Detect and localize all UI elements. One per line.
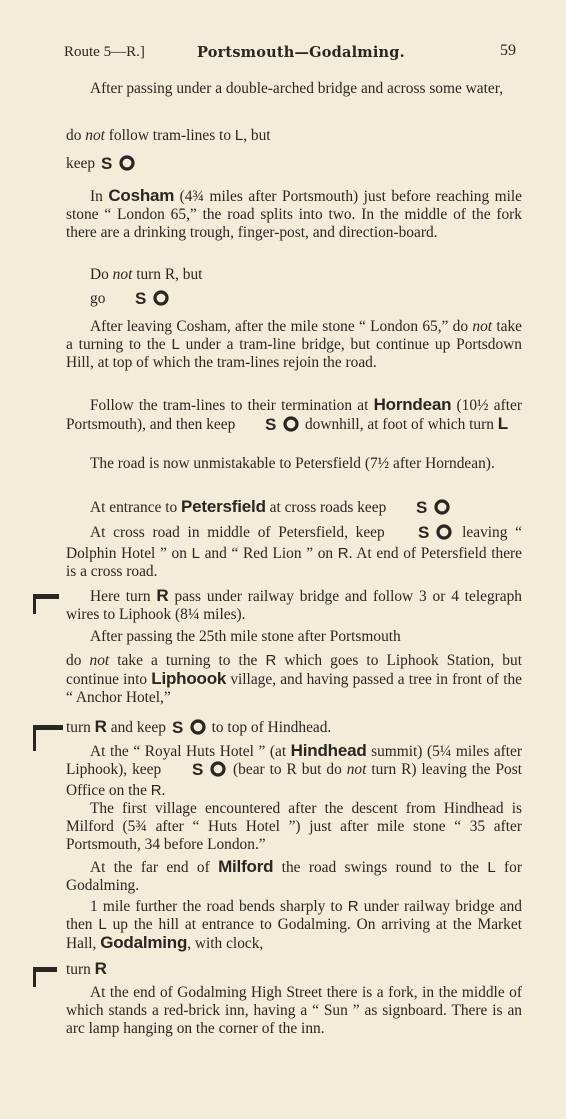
paragraph-petersfield-entrance: At entrance to Petersfield at cross roads keep S — [66, 498, 522, 520]
paragraph-royal-huts-hotel: At the “ Royal Huts Hotel ” (at Hindhead summit) (5¼ miles after Liphook), keep S (bear to R but do not turn R) leaving the Post Office on the R. — [66, 741, 523, 800]
place-name-milford: Milford — [218, 857, 274, 876]
route-label: Route 5—R.] — [64, 44, 145, 60]
place-name-cosham: Cosham — [108, 186, 175, 205]
straight-on-icon — [391, 499, 451, 520]
right-letter-bold: R — [156, 586, 169, 605]
straight-on-icon — [167, 761, 227, 782]
running-header — [64, 42, 516, 64]
svg-text:S: S — [265, 416, 277, 433]
straight-on-icon — [110, 290, 170, 311]
paragraph-liphook: do not take a turning to the R which goes to Liphook Station, but continue into Liphoook village, and having passed a tree in front of the “ Anchor Hotel,” — [66, 652, 522, 707]
page-number: 59 — [500, 42, 516, 59]
paragraph-road-unmistakable: The road is now unmistakable to Petersfield (7½ after Horndean). — [90, 455, 495, 472]
paragraph-cosham: In Cosham (4¾ miles after Portsmouth) just before reaching mile stone “ London 65,” the road splits into two. In the middle of the fork there are a drinking trough, finger-post, and direction-board. — [66, 186, 522, 242]
svg-text:S: S — [418, 524, 430, 540]
paragraph-25th-mile-stone: After passing the 25th mile stone after Portsmouth — [90, 628, 401, 645]
paragraph-high-street-fork: At the end of Godalming High Street there is a fork, in the middle of which stands a red-brick inn, having a “ Sun ” as signboard. There is an arc lamp hanging on the corner of the inn. — [66, 984, 522, 1038]
place-name-liphook: Liphoook — [151, 669, 227, 689]
paragraph-turn-r-godalming: turn R — [66, 959, 107, 978]
paragraph-here-turn-r: Here turn R pass under railway bridge and follow 3 or 4 telegraph wires to Liphook (8¼ miles). — [66, 586, 522, 624]
straight-on-icon — [240, 416, 300, 437]
paragraph-keep-so: keep S — [66, 155, 522, 176]
place-name-hindhead: Hindhead — [290, 741, 367, 760]
paragraph-horndean: Follow the tram-lines to their termination at Horndean (10½ after Portsmouth), and then keep S downhill, at foot of which turn L — [66, 396, 522, 437]
svg-text:S: S — [135, 290, 147, 306]
svg-text:S: S — [171, 719, 184, 735]
left-letter: L — [234, 127, 244, 144]
paragraph-after-leaving-cosham: After leaving Cosham, after the mile stone “ London 65,” do not take a turning to the L under a tram-line bridge, but continue up Portsdown Hill, at top of which the tram-lines rejoin the road. — [66, 318, 522, 372]
svg-text:S: S — [100, 155, 113, 171]
place-name-petersfield: Petersfield — [181, 497, 266, 516]
straight-on-icon — [100, 155, 136, 176]
paragraph-petersfield-cross-road: At cross road in middle of Petersfield, keep S leaving “ Dolphin Hotel ” on L and “ Red Lion ” on R. At end of Petersfield there is a cross road. — [66, 524, 523, 581]
paragraph-far-end-milford: At the far end of Milford the road swings round to the L for Godalming. — [66, 857, 522, 895]
straight-on-icon — [171, 719, 207, 740]
paragraph-milford: The first village encountered after the descent from Hindhead is Milford (5¾ after “ Huts Hotel ”) just after mile stone “ 35 after Portsmouth, 34 before London.” — [66, 800, 522, 854]
paragraph-godalming-entrance: 1 mile further the road bends sharply to R under railway bridge and then L up the hill at entrance to Godalming. On arriving at the Market Hall, Godalming, with clock, — [66, 898, 522, 953]
paragraph-do-not-turn-r: Do not turn R, but — [90, 266, 203, 283]
svg-text:S: S — [192, 761, 204, 778]
paragraph-go-so: go S — [66, 290, 522, 311]
svg-text:S: S — [416, 499, 428, 515]
paragraph-do-not-follow-tramlines: do not follow tram-lines to L, but — [66, 127, 271, 144]
straight-on-icon — [393, 524, 453, 545]
page-title: Portsmouth—Godalming. — [197, 44, 405, 61]
paragraph-double-arched-bridge: After passing under a double-arched bridge and across some water, — [90, 80, 504, 97]
place-name-godalming: Godalming — [100, 933, 188, 953]
paragraph-turn-r-hindhead: turn R and keep S to top of Hindhead. — [66, 718, 522, 740]
place-name-horndean: Horndean — [373, 395, 452, 414]
